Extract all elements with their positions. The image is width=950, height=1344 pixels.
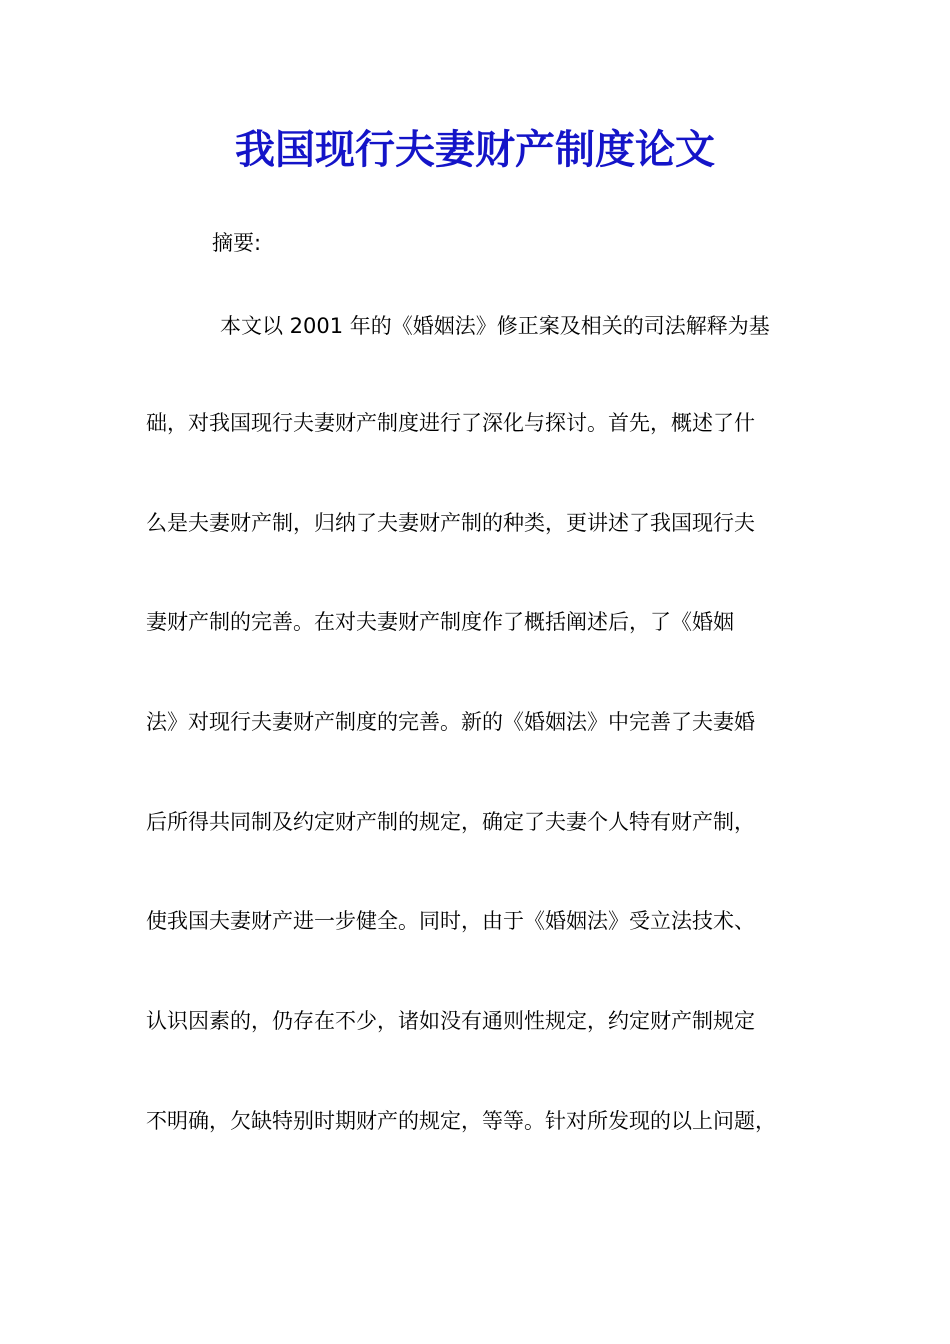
document-title: 我国现行夫妻财产制度论文 xyxy=(235,126,715,173)
paragraph-line-3: 么是夫妻财产制，归纳了夫妻财产制的种类，更讲述了我国现行夫 xyxy=(146,511,755,535)
paragraph-line-1: 本文以 2001 年的《婚姻法》修正案及相关的司法解释为基 xyxy=(220,314,770,338)
abstract-label: 摘要: xyxy=(212,231,262,255)
paragraph-line-7: 使我国夫妻财产进一步健全。同时，由于《婚姻法》受立法技术、 xyxy=(146,909,755,933)
paragraph-line-4: 妻财产制的完善。在对夫妻财产制度作了概括阐述后，了《婚姻 xyxy=(146,610,734,634)
paragraph-line-8: 认识因素的，仍存在不少，诸如没有通则性规定，约定财产制规定 xyxy=(146,1009,755,1033)
paragraph-line-2: 础，对我国现行夫妻财产制度进行了深化与探讨。首先，概述了什 xyxy=(146,411,755,435)
paragraph-line-9: 不明确，欠缺特别时期财产的规定，等等。针对所发现的以上问题， xyxy=(146,1109,776,1133)
paragraph-line-5: 法》对现行夫妻财产制度的完善。新的《婚姻法》中完善了夫妻婚 xyxy=(146,710,755,734)
paragraph-line-6: 后所得共同制及约定财产制的规定，确定了夫妻个人特有财产制， xyxy=(146,810,755,834)
